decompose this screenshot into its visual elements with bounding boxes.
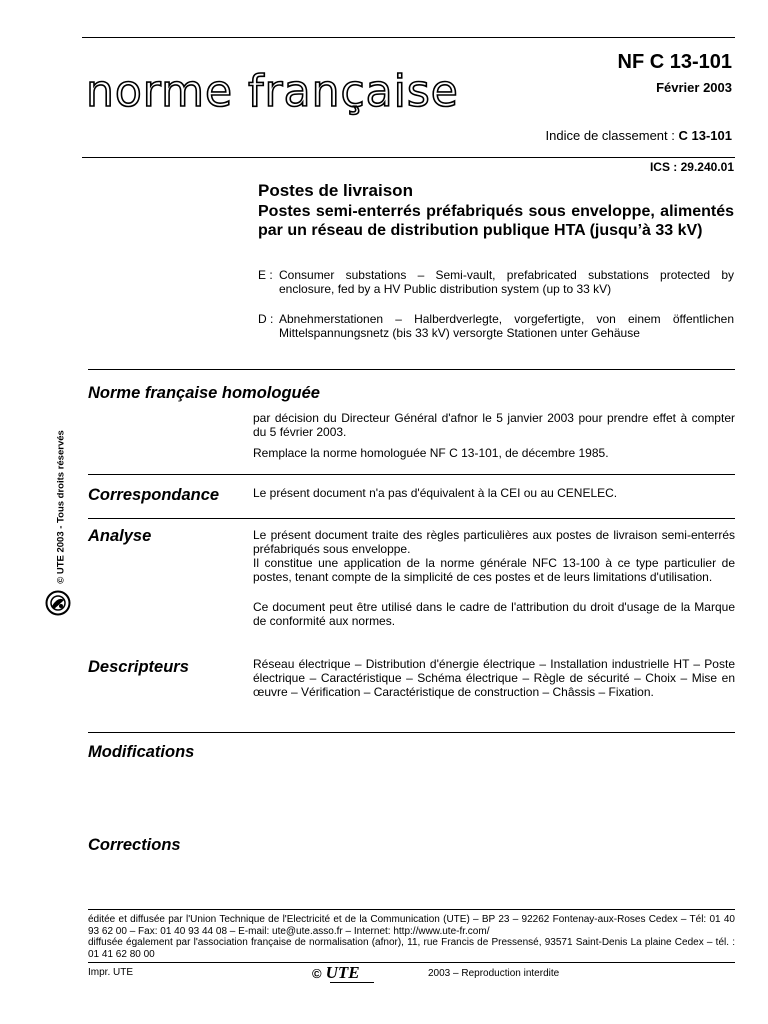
- analyse-paragraph-1: Le présent document traite des règles particulières aux postes de livraison semi-enterrés préfabriqués sous enveloppe.: [253, 528, 735, 556]
- translation-english: [258, 268, 734, 296]
- printer-label: Impr. UTE: [88, 967, 134, 978]
- section-analyse-body: [253, 528, 735, 628]
- section-rule: [88, 474, 735, 475]
- reproduction-notice: 2003 – Reproduction interdite: [428, 968, 560, 979]
- top-rule: [82, 37, 735, 38]
- section-homologuee-body: [253, 411, 735, 460]
- ics-code: ICS : 29.240.01: [649, 160, 734, 174]
- section-rule: [88, 369, 735, 370]
- doc-title: Postes de livraison: [258, 181, 413, 200]
- standard-code: NF C 13-101: [617, 51, 732, 73]
- translation-german: [258, 312, 734, 340]
- footer-distribution-line: diffusée également par l'association française de normalisation (afnor), 11, rue Francis de Pressensé, 93571 Saint-Denis La plaine Cedex – tél. : 01 41 62 80 00: [88, 937, 735, 960]
- homologuee-remplace: Remplace la norme homologuée NF C 13-101, de décembre 1985.: [253, 446, 609, 460]
- ute-logo-text: UTE: [325, 963, 360, 982]
- copyright-symbol: ©: [312, 966, 322, 981]
- section-descripteurs-label: Descripteurs: [88, 658, 189, 676]
- translation-label: D :: [258, 312, 274, 326]
- homologuee-decision: par décision du Directeur Général d'afnor le 5 janvier 2003 pour prendre effet à compter du 5 février 2003.: [253, 411, 735, 439]
- analyse-paragraph-2: Il constitue une application de la norme générale NFC 13-100 à ce type particulier de postes, tenant compte de la simplicité de ces postes et de leurs limitations d'utilisation.: [253, 556, 735, 584]
- section-rule: [88, 732, 735, 733]
- translation-text: Consumer substations – Semi-vault, prefabricated substations protected by enclosure, fed by a HV Public distribution system (up to 33 kV): [279, 268, 734, 296]
- section-descripteurs-body: Réseau électrique – Distribution d'énergie électrique – Installation industrielle HT – Poste électrique – Caractéristique – Schéma électrique – Règle de sécurité – Choix – Mise en œuvre – Vérification – Caractéristique de construction – Châssis – Fixation.: [253, 657, 735, 699]
- footer-edition-line: éditée et diffusée par l'Union Technique de l'Electricité et de la Communication (UTE) – BP 23 – 92262 Fontenay-aux-Roses Cedex – Tél: 01 40 93 62 00 – Fax: 01 40 93 44 08 – E-mail: ute@ute.asso.fr – Internet: http://www.ute-fr.com/: [88, 914, 735, 937]
- indice-value: C 13-101: [678, 128, 732, 143]
- translation-text: Abnehmerstationen – Halberdverlegte, vorgefertigte, von einem öffentlichen Mittelspannungsnetz (bis 33 kV) versorgte Stationen unter Gehäuse: [279, 312, 734, 340]
- section-analyse-label: Analyse: [88, 527, 152, 545]
- footer-rule-bottom: [88, 962, 735, 963]
- section-corrections-label: Corrections: [88, 836, 181, 854]
- ute-emblem-icon: [45, 590, 71, 616]
- section-modifications-label: Modifications: [88, 743, 195, 761]
- footer-rule: [88, 909, 735, 910]
- section-correspondance-body: Le présent document n'a pas d'équivalent à la CEI ou au CENELEC.: [253, 486, 618, 500]
- header-rule: [82, 157, 735, 158]
- norme-francaise-logo: norme française: [86, 66, 459, 117]
- footer-publisher: [88, 914, 735, 960]
- sidebar-copyright: [54, 404, 68, 609]
- indice-classement: [546, 128, 732, 143]
- analyse-paragraph-3: Ce document peut être utilisé dans le cadre de l'attribution du droit d'usage de la Marque de conformité aux normes.: [253, 600, 735, 628]
- indice-label: Indice de classement :: [545, 128, 675, 143]
- section-homologuee-label: Norme française homologuée: [88, 384, 320, 402]
- ute-logo-underline: [330, 982, 374, 983]
- translation-label: E :: [258, 268, 273, 282]
- section-rule: [88, 518, 735, 519]
- copyright-text: © UTE 2003 - Tous droits réservés: [55, 429, 67, 584]
- ute-logo: [312, 963, 360, 983]
- publication-date: Février 2003: [656, 80, 732, 95]
- doc-subtitle: Postes semi-enterrés préfabriqués sous enveloppe, alimentés par un réseau de distribution publique HTA (jusqu’à 33 kV): [258, 203, 734, 239]
- section-correspondance-label: Correspondance: [88, 486, 220, 504]
